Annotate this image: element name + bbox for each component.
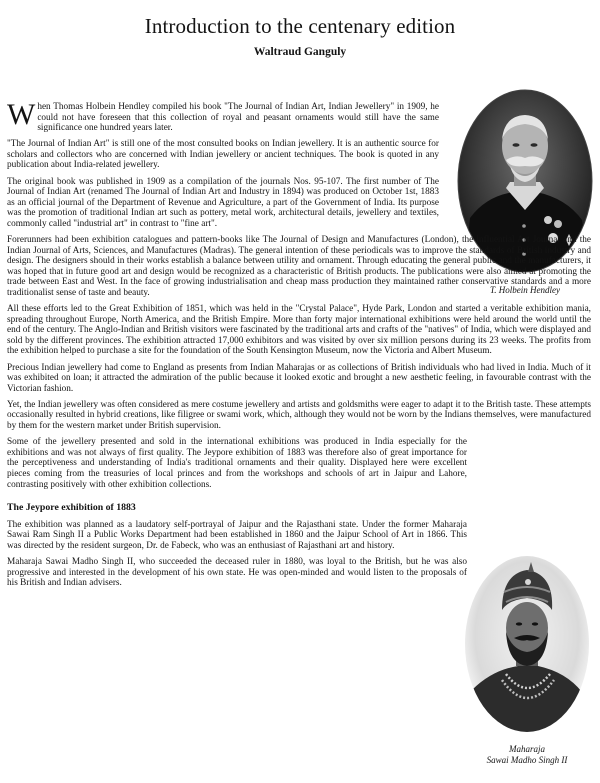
maharaja-caption-line2: Sawai Madho Singh II <box>486 754 568 765</box>
paragraph-1 <box>7 98 439 134</box>
paragraph-9: The exhibition was planned as a laudatory self-portrayal of Jaipur and the Rajasthani state. Under the former Maharaja Sawai Ram Singh II a Public Works Department had been established in 1860 and the Jaipur School of Art in 1866. This was directed by the resident surgeon, Dr. de Fabeck, who was an enthusiast of Rajasthani art and history. <box>7 519 467 551</box>
maharaja-caption <box>462 744 592 765</box>
author-name: Waltraud Ganguly <box>253 46 347 58</box>
maharaja-caption-line1: Maharaja <box>509 744 545 754</box>
paragraph-1-text: hen Thomas Holbein Hendley compiled his book "The Journal of Indian Art, Indian Jewellery" in 1909, he could not have foreseen that this collection of royal and peasant ornaments would still have the same significance one hundred years later. <box>37 102 439 134</box>
section-heading: The Jeypore exhibition of 1883 <box>7 502 136 514</box>
paragraph-4: Forerunners had been exhibition catalogues and pattern-books like The Journal of Design and Manufactures (London), the influential Art Journal and the Indian Journal of Arts, Sciences, and Manufactures (Madras). The general intention of these periodicals was to improve the standards of British industry and design. The designers should in their works establish a balance between utility and ornament. Through educating the general public and the manufacturers, it was hoped that in future good art and design would be recognized as a characteristic of British products. The publications were also aimed at promoting the trade between East and West. In the face of growing industrialisation and cheap mass production they maintained rather conservative standards and a more traditionalist sense of taste and beauty. <box>7 235 591 298</box>
paragraph-7: Yet, the Indian jewellery was often considered as mere costume jewellery and artists and goldsmiths were eager to adapt it to the British taste. These attempts occasionally resulted in hybrid creations, like filigree or swami work, which, although they would not be worn by the Indians themselves, were manufactured by them for the western market under British supervision. <box>7 399 591 432</box>
paragraph-8: Some of the jewellery presented and sold in the international exhibitions was produced in India especially for the exhibitions and was not always of first quality. The Jeypore exhibition of 1883 was therefore also of great importance for the perceptiveness and understanding of India's traditional ornaments and their quality. Displayed here were excellent pieces coming from the treasuries of local princes and from the workshops and schools of art in Jaipur and Lahore, contrasting positively with other exhibition collections. <box>7 437 467 490</box>
hendley-caption: T. Holbein Hendley <box>489 285 561 295</box>
paragraph-3: The original book was published in 1909 as a compilation of the journals Nos. 95-107. The first number of The Journal of Indian Art (renamed The Journal of Indian Art and Industry in 1894) was produced on October 1st, 1883 as an official journal of the Department of Revenue and Agriculture, a part of the Government of India. Its purpose was the promotion of traditional Indian art such as pottery, metal work, architectural details, jewellery and textiles, commonly called "industrial art" in contrast to "fine art". <box>7 176 439 229</box>
page-title: Introduction to the centenary edition <box>144 14 456 38</box>
paragraph-5: All these efforts led to the Great Exhibition of 1851, which was held in the "Crystal Palace", Hyde Park, London and started a veritable exhibition mania, spreading throughout Europe, North America, and the British Empire. More than forty major international exhibitions were held around the world until the end of the century. The Anglo-Indian and British visitors were fascinated by the traditional arts and crafts of the "natives" of India, which were displayed and sold by the different provinces. The exhibition attracted 17,000 exhibitors and was visited by over six million persons during its 23 weeks. The profits from the exhibition helped to purchase a site for the foundation of the South Kensington Museum, now the Victoria and Albert Museum. <box>7 304 591 357</box>
article-body <box>7 98 591 594</box>
drop-cap: W <box>7 98 36 131</box>
paragraph-10: Maharaja Sawai Madho Singh II, who succeeded the deceased ruler in 1880, was loyal to the British, but he was also progressive and interested in the development of his own state. He was open-minded and would listen to the proposals of his British and Indian advisers. <box>7 556 467 589</box>
paragraph-2: "The Journal of Indian Art" is still one of the most consulted books on Indian jewellery. It is an authentic source for scholars and collectors who are concerned with Indian jewellery or ancient techniques. The book is quoted in any publication about India-related jewellery. <box>7 139 439 171</box>
paragraph-6: Precious Indian jewellery had come to England as presents from Indian Maharajas or as collections of British individuals who had lived in India. Much of it was exhibited on loan; it attracted the admiration of the public because it looked exotic and brought a new aesthetic feeling, in favourable contrast with the Victorian fashion. <box>7 362 591 394</box>
